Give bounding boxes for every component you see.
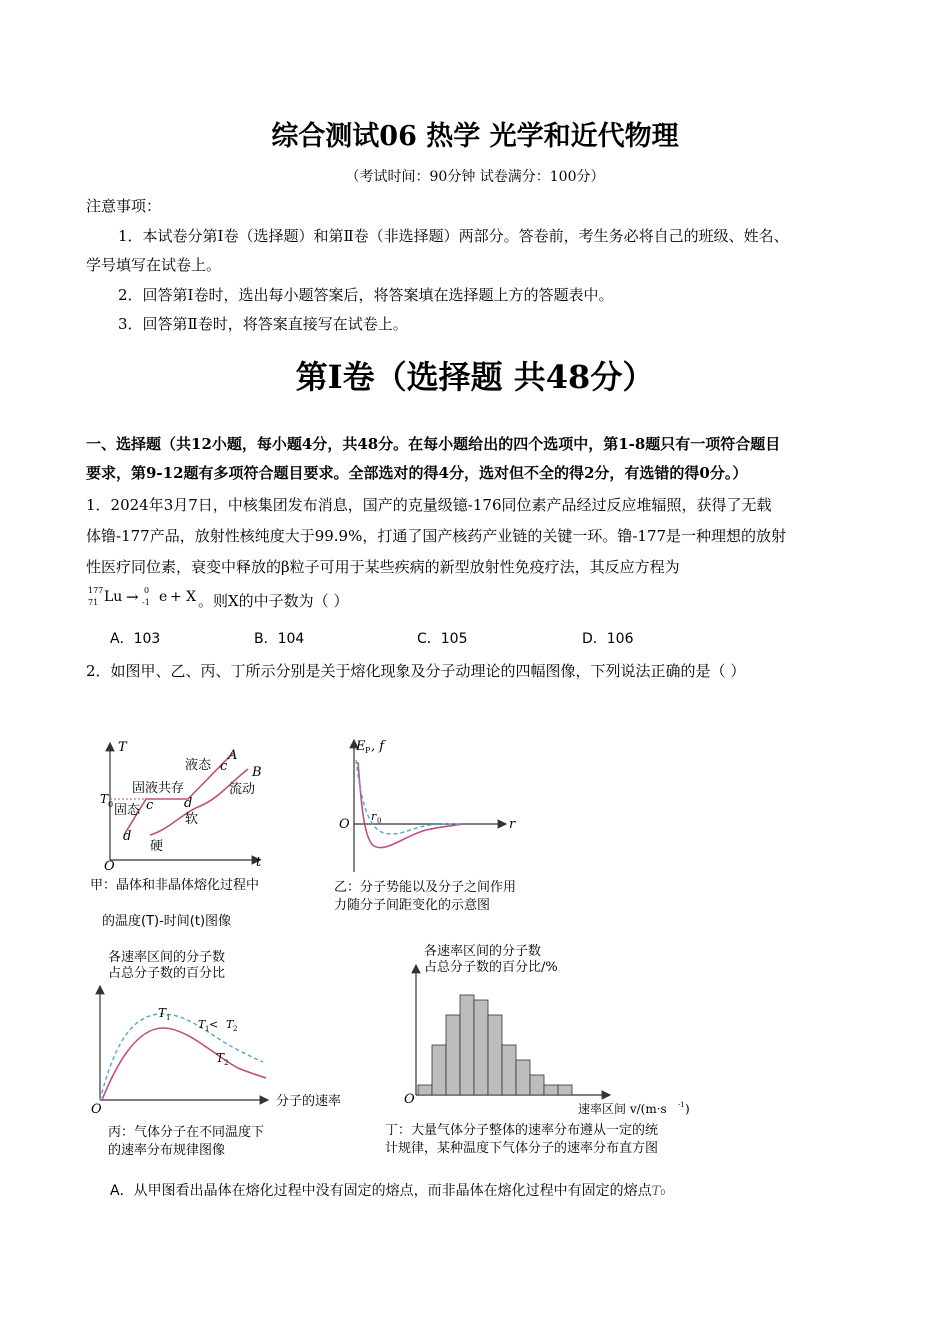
figure-yi (334, 732, 534, 877)
ding-xlabel-end: ) (685, 1102, 690, 1116)
figure-bing (88, 940, 356, 1120)
jia-caption-2: 的温度(T)-时间(t)图像 (102, 914, 232, 929)
ding-bars (418, 995, 572, 1095)
jia-d-low-label: d (123, 829, 132, 844)
yi-caption-2: 力随分子间距变化的示意图 (334, 898, 491, 913)
q1-option-a[interactable]: A．103 (110, 631, 161, 647)
yi-origin: O (339, 817, 350, 832)
jia-axis-y-label: T (118, 740, 127, 755)
yi-axis-y-label: E (356, 739, 366, 754)
histogram-bar (530, 1075, 544, 1095)
jia-t0-label: T (100, 792, 109, 806)
page-title: 综合测试06 热学 光学和近代物理 (271, 121, 679, 152)
note-3: 3．回答第Ⅱ卷时，将答案直接写在试卷上。 (118, 315, 408, 333)
bing-t2-label: T (216, 1051, 225, 1065)
e-atomic-number: -1 (142, 598, 150, 607)
electron-symbol: e (159, 589, 168, 605)
yi-axis-y-rest: , f (371, 739, 385, 754)
x-term: + X (170, 589, 197, 605)
lu-symbol: Lu (104, 589, 123, 605)
bing-xlabel: 分子的速率 (276, 1094, 342, 1109)
jia-A-label: A (228, 748, 238, 763)
bing-ylabel-2: 占总分子数的百分比 (108, 966, 226, 981)
q2-option-a[interactable] (110, 1181, 665, 1203)
bing-t1-sub: 1 (166, 1014, 171, 1022)
histogram-bar (544, 1085, 558, 1095)
q2-stem: 2．如图甲、乙、丙、丁所示分别是关于熔化现象及分子动理论的四幅图像，下列说法正确的是（ ） (86, 662, 746, 680)
bing-origin: O (91, 1102, 102, 1117)
histogram-bar (558, 1085, 572, 1095)
part1-instructions-2: 要求，第9-12题有多项符合题目要求。全部选对的得4分，选对但不全的得2分，有选错的得0分。） (86, 464, 748, 482)
histogram-bar (418, 1085, 432, 1095)
bing-caption-2: 的速率分布规律图像 (108, 1143, 226, 1158)
yi-caption-1: 乙：分子势能以及分子之间作用 (334, 880, 517, 895)
q1-option-d[interactable]: D．106 (582, 631, 634, 647)
jia-flow-label: 流动 (229, 782, 256, 797)
note-1: 1．本试卷分第Ⅰ卷（选择题）和第Ⅱ卷（非选择题）两部分。答卷前，考生务必将自己的班级、姓名、 (118, 227, 789, 245)
jia-solid-label: 固态 (114, 803, 141, 818)
q2-option-a-sub: 0 (660, 1188, 666, 1197)
yi-axis-x-label: r (509, 817, 516, 832)
lu-atomic-number: 71 (88, 598, 99, 607)
ding-caption-2: 计规律，某种温度下气体分子的速率分布直方图 (385, 1141, 659, 1156)
part1-instructions-1: 一、选择题（共12小题，每小题4分，共48分。在每小题给出的四个选项中，第1-8题只有一项符合题目 (86, 435, 781, 453)
bing-caption-1: 丙：气体分子在不同温度下 (108, 1125, 265, 1140)
ding-xlabel-sup: -1 (678, 1101, 685, 1109)
jia-hard-label: 硬 (150, 839, 164, 854)
reaction-arrow: → (126, 588, 139, 606)
jia-amorphous-curve (150, 769, 248, 835)
jia-B-label: B (252, 765, 262, 780)
notes-heading: 注意事项： (86, 197, 162, 215)
jia-liquid-label: 液态 (185, 758, 212, 773)
yi-axis-y-sub: P (365, 746, 371, 755)
yi-r0-label: r (371, 810, 377, 823)
histogram-bar (432, 1045, 446, 1095)
histogram-bar (446, 1015, 460, 1095)
bing-t2-curve (102, 1028, 266, 1100)
jia-d-mid-label: d (184, 796, 193, 811)
bing-relation-t2-sub: 2 (233, 1025, 238, 1033)
histogram-bar (502, 1045, 516, 1095)
yi-potential-curve (358, 762, 462, 848)
exam-info: （考试时间：90分钟 试卷满分：100分） (345, 169, 605, 185)
histogram-bar (460, 995, 474, 1095)
jia-caption-1: 甲：晶体和非晶体熔化过程中 (90, 878, 260, 893)
bing-relation-t1: T (198, 1018, 206, 1031)
jia-axis-x-label: t (256, 855, 262, 870)
bing-relation-t2: T (226, 1018, 234, 1031)
figure-jia (88, 735, 308, 875)
bing-relation-t1-sub: 1 (205, 1025, 210, 1033)
jia-soft-label: 软 (185, 812, 199, 827)
bing-t2-sub: 2 (224, 1059, 229, 1067)
figure-ding (400, 935, 700, 1120)
q1-question: 。则X的中子数为（ ） (198, 592, 349, 610)
histogram-bar (516, 1060, 530, 1095)
q1-option-b[interactable]: B．104 (254, 631, 305, 647)
q2-option-a-symbol: T (651, 1184, 661, 1199)
e-mass-number: 0 (144, 586, 150, 595)
q1-option-c[interactable]: C．105 (417, 631, 468, 647)
jia-origin: O (104, 859, 115, 874)
q1-line-1: 1．2024年3月7日，中核集团发布消息，国产的克量级镱-176同位素产品经过反应堆辐照，获得了无载 (86, 496, 772, 514)
section-title: 第Ⅰ卷（选择题 共48分） (295, 358, 655, 396)
q1-equation (86, 586, 206, 612)
jia-mixed-label: 固液共存 (132, 781, 185, 796)
ding-caption-1: 丁：大量气体分子整体的速率分布遵从一定的统 (385, 1123, 659, 1138)
histogram-bar (488, 1015, 502, 1095)
note-2: 2．回答第Ⅰ卷时，选出每小题答案后，将答案填在选择题上方的答题表中。 (118, 286, 614, 304)
histogram-bar (474, 1000, 488, 1095)
jia-c-mid-label: c (146, 798, 154, 813)
lu-mass-number: 177 (88, 586, 104, 595)
bing-t1-label: T (158, 1006, 167, 1020)
q2-option-a-text: A．从甲图看出晶体在熔化过程中没有固定的熔点，而非晶体在熔化过程中有固定的熔点 (110, 1183, 652, 1199)
ding-ylabel-1: 各速率区间的分子数 (424, 944, 542, 959)
ding-origin: O (404, 1092, 415, 1107)
q1-line-2: 体镥-177产品，放射性核纯度大于99.9%，打通了国产核药产业链的关键一环。镥-177是一种理想的放射 (86, 527, 787, 545)
bing-relation-op: < (209, 1018, 219, 1031)
q1-line-3: 性医疗同位素，衰变中释放的β粒子可用于某些疾病的新型放射性免疫疗法，其反应方程为 (86, 558, 680, 576)
jia-t0-sub: 0 (108, 800, 114, 809)
ding-ylabel-2: 占总分子数的百分比/% (424, 960, 558, 975)
note-1-cont: 学号填写在试卷上。 (86, 256, 222, 274)
jia-c-top-label: c (220, 759, 228, 774)
ding-xlabel: 速率区间 v/(m·s (578, 1102, 667, 1116)
yi-r0-sub: 0 (377, 817, 382, 825)
bing-ylabel-1: 各速率区间的分子数 (108, 950, 226, 965)
